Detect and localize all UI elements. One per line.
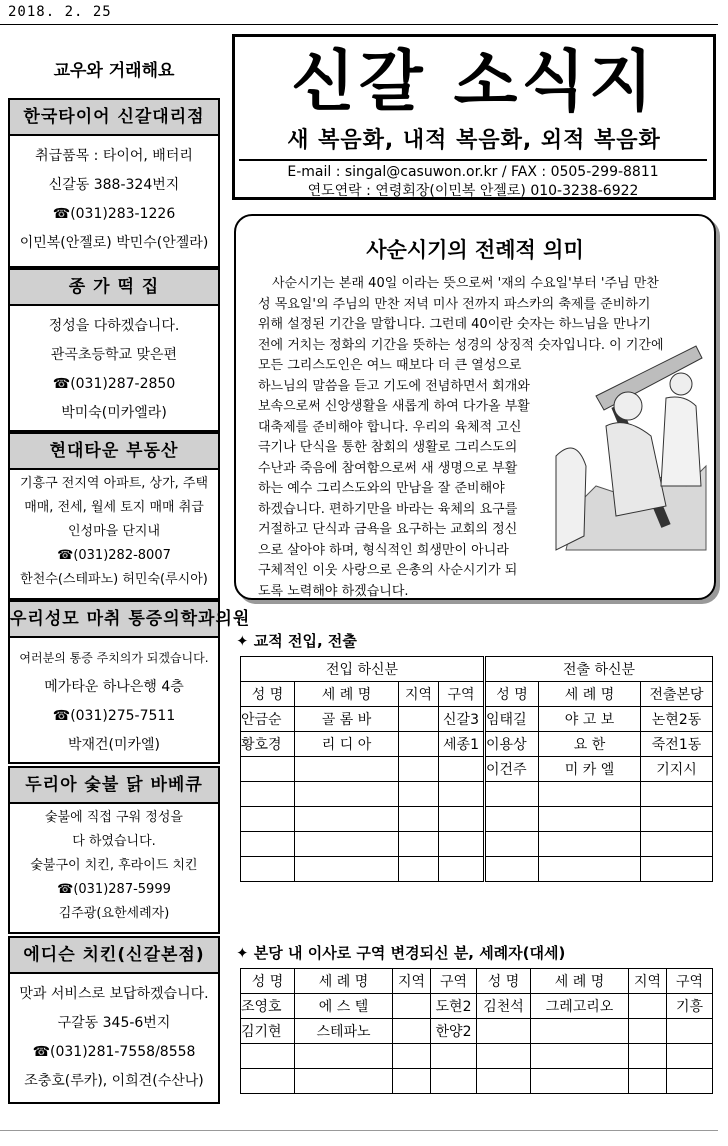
ad-line: 여러분의 통증 주치의가 되겠습니다. [19,651,209,665]
table-row [241,1019,713,1044]
table-cell: 김천석 [477,994,531,1019]
ad-line: 매매, 전세, 월세 토지 매매 취급 [24,500,204,515]
table-row [241,782,713,807]
col-header: 성 명 [485,682,539,707]
change-section-title: ✦ 본당 내 이사로 구역 변경되신 분, 세례자(대세) [236,944,566,962]
table-cell [295,782,399,807]
ad-phone: ☎(031)275-7511 [52,708,176,724]
ad-phone: ☎(031)282-8007 [57,548,171,563]
ad-name: 현대타운 부동산 [10,434,218,470]
table-cell: 야 고 보 [539,707,641,732]
table-row [241,707,713,732]
ad-owner: 박미숙(미카엘라) [61,405,167,421]
ad-phone: ☎(031)287-2850 [52,376,176,392]
ad-line: 다 하였습니다. [72,834,156,849]
table-cell [485,832,539,857]
col-header: 구역 [431,969,477,994]
table-cell [295,857,399,882]
table-row [241,857,713,882]
article-line: 극기나 단식을 통한 참회의 생활로 그리스도의 [258,440,518,455]
table-cell [485,782,539,807]
table-cell [439,807,485,832]
article-body [258,274,698,602]
table-cell [477,1069,531,1094]
col-header: 세 례 명 [539,682,641,707]
article-line: 위해 설정된 기간을 말합니다. 그런데 40이란 숫자는 하느님을 만나기 [258,317,651,332]
ad-owner: 김주광(요한세례자) [58,906,170,921]
table-cell: 기흥 [667,994,713,1019]
table-cell [431,1069,477,1094]
col-header: 세 례 명 [295,682,399,707]
article-line: 구체적인 이웃 사랑으로 은총의 사순시기가 되 [258,563,518,578]
table-cell [295,757,399,782]
ad-owner: 조충호(루카), 이희견(수산나) [24,1073,204,1089]
table-cell [295,1069,393,1094]
table-cell: 스테파노 [295,1019,393,1044]
ad-line: 정성을 다하겠습니다. [48,318,180,334]
table-cell [399,732,439,757]
article-line: 성 목요일'의 주님의 만찬 저녁 미사 전까지 파스카의 축제를 준비하기 [258,296,651,312]
article-line: 모든 그리스도인은 여느 때보다 더 큰 열성으로 [258,358,522,373]
ad-line: 취급품목 : 타이어, 배터리 [35,148,193,164]
article-line: 수난과 죽음에 참여함으로써 새 생명으로 부활 [258,460,518,476]
ad-owner: 박재건(미카엘) [67,737,161,753]
col-header: 성 명 [241,682,295,707]
table-cell [241,782,295,807]
table-cell: 리 디 아 [295,732,399,757]
table-row [241,994,713,1019]
article-line: 전에 거치는 정화의 기간을 뜻하는 성경의 상징적 숫자입니다. 이 기간에 [258,337,664,353]
ad-box-tire-shop [8,98,220,268]
article-line: 거절하고 단식과 금욕을 요구하는 교회의 정신 [258,522,518,537]
table-cell: 안금순 [241,707,295,732]
table-cell [629,1069,667,1094]
table-cell [477,1019,531,1044]
table-cell: 신갈3 [439,707,485,732]
table-row [241,832,713,857]
table-cell [667,1069,713,1094]
ad-line: 기흥구 전지역 아파트, 상가, 주택 [19,476,209,491]
ad-box-edison-chicken [8,936,220,1104]
ad-name: 에디슨 치킨(신갈본점) [10,938,218,974]
table-cell: 이용상 [485,732,539,757]
transfer-table [240,656,713,882]
table-cell: 죽전1동 [641,732,713,757]
col-header: 지역 [629,969,667,994]
table-cell [431,1044,477,1069]
table-cell [531,1069,629,1094]
table-cell [641,857,713,882]
article-line: 사순시기는 본래 40일 이라는 뜻으로써 '재의 수요일'부터 '주님 만찬 [272,276,659,291]
article-line: 하는 예수 그리스도와의 만남을 잘 준비해야 [258,481,505,496]
ad-name: 우리성모 마취 통증의학과의원 [10,602,218,638]
table-cell [485,807,539,832]
table-cell [393,1044,431,1069]
table-cell [399,707,439,732]
table-cell [241,832,295,857]
contact-info [239,159,707,201]
ad-phone: ☎(031)287-5999 [57,882,171,897]
col-header: 전출본당 [641,682,713,707]
table-cell [539,782,641,807]
table-cell [539,832,641,857]
article-line: 도록 노력해야 하겠습니다. [258,583,409,599]
article-line: 으로 살아야 하며, 형식적인 희생만이 아니라 [258,542,509,558]
ad-phone: ☎(031)283-1226 [52,206,176,222]
transfer-section-title: ✦ 교적 전입, 전출 [236,632,357,650]
ad-line: 구갈동 345-6번지 [57,1015,171,1031]
table-row [241,807,713,832]
table-cell [295,1044,393,1069]
table-cell [241,1044,295,1069]
transfer-out-header: 전출 하신분 [485,657,713,682]
table-cell [531,1044,629,1069]
transfer-in-header: 전입 하신분 [241,657,485,682]
col-header: 지역 [393,969,431,994]
newsletter-motto: 새 복음화, 내적 복음화, 외적 복음화 [287,128,661,153]
table-cell: 황호경 [241,732,295,757]
article-line: 하겠습니다. 편하기만을 바라는 육체의 요구를 [258,501,518,517]
table-cell [439,782,485,807]
col-header: 구역 [439,682,485,707]
ad-line: 신갈동 388-324번지 [48,177,180,193]
ads-section-title: 교우와 거래해요 [53,61,175,81]
table-cell [641,832,713,857]
table-cell [393,1069,431,1094]
table-cell [241,1069,295,1094]
table-cell [295,832,399,857]
table-cell [241,757,295,782]
bottom-divider [0,1130,718,1131]
ad-line: 메가타운 하나은행 4층 [44,679,184,695]
issue-date: 2018. 2. 25 [8,4,112,20]
contact-email-fax: E-mail : singal@casuwon.or.kr / FAX : 0505-299-8811 [287,164,659,180]
lent-article [234,214,716,600]
top-divider [0,24,718,25]
article-line: 보속으로써 신앙생활을 새롭게 하여 다가올 부활 [258,399,530,414]
col-header: 세 례 명 [531,969,629,994]
ad-name: 한국타이어 신갈대리점 [10,100,218,136]
masthead [232,34,716,200]
ad-line: 숯불에 직접 구워 정성을 [45,810,183,825]
col-header: 구역 [667,969,713,994]
ad-box-real-estate [8,432,220,600]
ad-owner: 이민복(안젤로) 박민수(안젤라) [19,235,209,251]
table-cell [241,807,295,832]
ad-box-clinic [8,600,251,764]
table-row [241,757,713,782]
table-cell [477,1044,531,1069]
table-row [241,1044,713,1069]
table-cell: 도현2 [431,994,477,1019]
table-cell: 기지시 [641,757,713,782]
table-cell [439,832,485,857]
table-cell [399,782,439,807]
table-cell [399,857,439,882]
ad-line: 숯불구이 치킨, 후라이드 치킨 [30,858,198,873]
table-cell: 세종1 [439,732,485,757]
ad-owner: 한천수(스테파노) 허민숙(루시아) [20,572,208,587]
article-line: 하느님의 말씀을 듣고 기도에 전념하면서 회개와 [258,378,530,394]
ad-line: 관곡초등학교 맞은편 [50,347,178,363]
table-row [241,1069,713,1094]
table-cell [295,807,399,832]
table-cell: 한양2 [431,1019,477,1044]
ad-box-rice-cake-shop [8,268,220,432]
ad-phone: ☎(031)281-7558/8558 [32,1044,196,1060]
table-cell [399,832,439,857]
table-cell: 조영호 [241,994,295,1019]
table-cell [393,994,431,1019]
ad-name: 두리아 숯불 닭 바베큐 [10,768,218,804]
table-cell: 그레고리오 [531,994,629,1019]
table-cell [641,782,713,807]
table-cell [393,1019,431,1044]
col-header: 지역 [399,682,439,707]
contact-funeral: 연도연락 : 연령회장(이민복 안젤로) 010-3238-6922 [307,183,639,199]
table-cell [667,1044,713,1069]
col-header: 성 명 [241,969,295,994]
table-cell [629,1044,667,1069]
table-row [241,732,713,757]
table-cell: 김기현 [241,1019,295,1044]
table-cell: 이건주 [485,757,539,782]
table-cell: 골 롬 바 [295,707,399,732]
article-line: 대축제를 준비해야 합니다. 우리의 육체적 고신 [258,419,522,435]
table-cell: 임태길 [485,707,539,732]
col-header: 세 례 명 [295,969,393,994]
table-cell [539,807,641,832]
table-cell: 요 한 [539,732,641,757]
ad-box-chicken-bbq [8,766,220,934]
ad-line: 인성마을 단지내 [67,524,161,539]
table-cell: 미 카 엘 [539,757,641,782]
table-cell [629,1019,667,1044]
table-cell [539,857,641,882]
area-change-table [240,968,713,1094]
article-title: 사순시기의 전례적 의미 [366,238,584,262]
table-cell [439,757,485,782]
table-cell [667,1019,713,1044]
table-cell [399,757,439,782]
col-header: 성 명 [477,969,531,994]
table-cell [485,857,539,882]
table-cell [399,807,439,832]
table-cell: 에 스 텔 [295,994,393,1019]
table-cell [629,994,667,1019]
table-cell [531,1019,629,1044]
table-cell: 논현2동 [641,707,713,732]
table-cell [241,857,295,882]
table-cell [641,807,713,832]
table-cell [439,857,485,882]
ad-name: 종 가 떡 집 [10,270,218,306]
newsletter-title: 신갈 소식지 [291,42,657,120]
ad-line: 맛과 서비스로 보답하겠습니다. [19,986,209,1002]
